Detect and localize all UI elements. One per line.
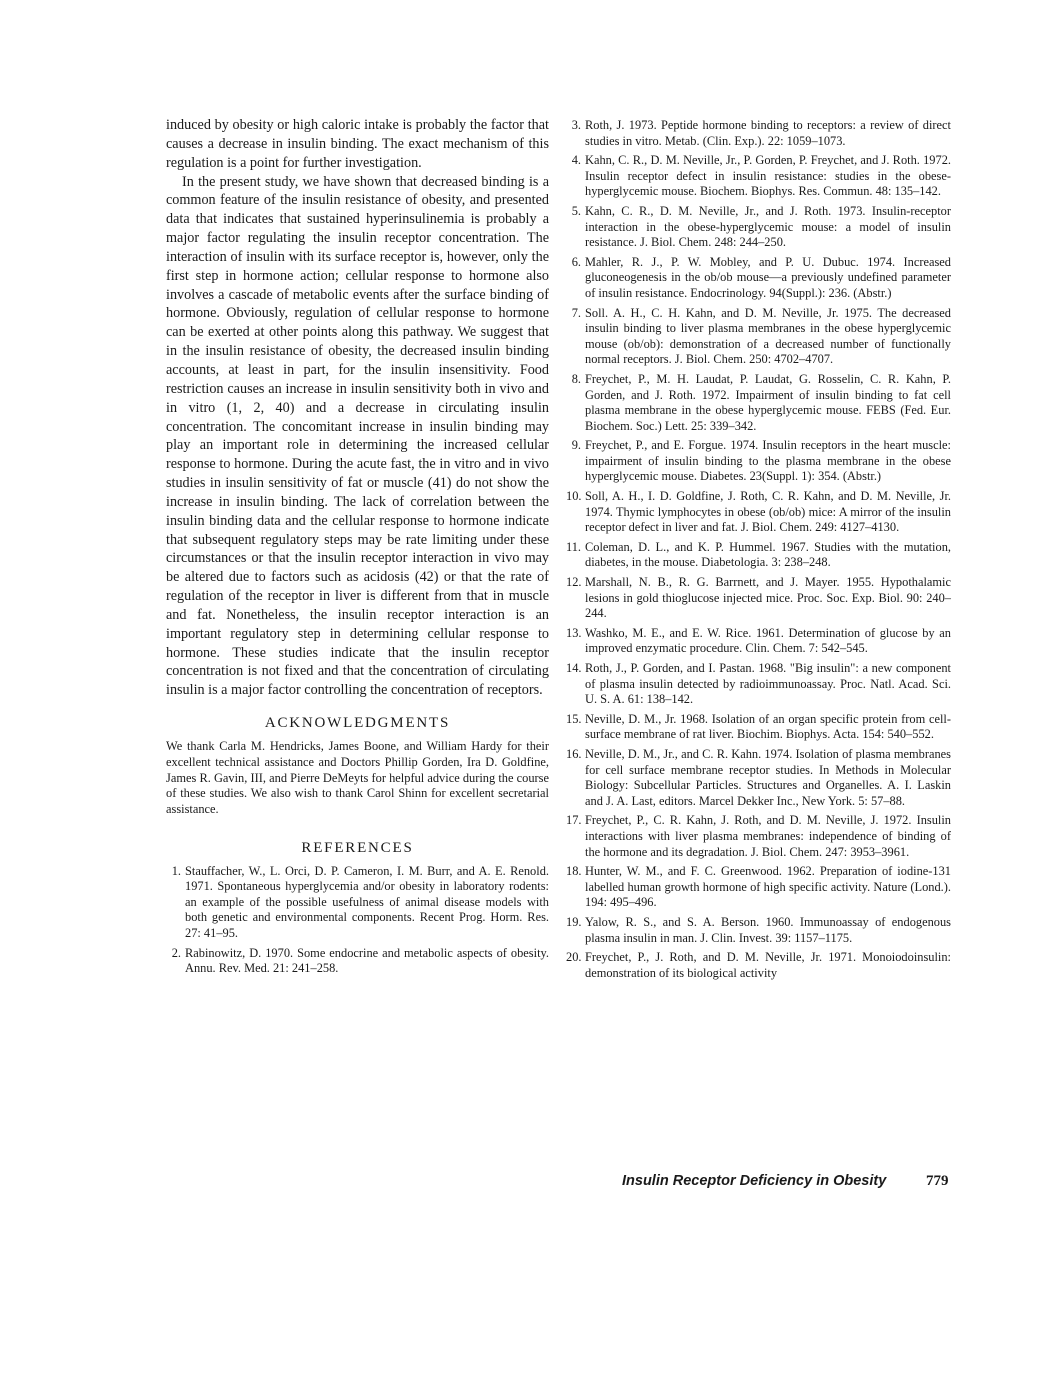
references-heading: REFERENCES	[301, 839, 414, 856]
left-column	[166, 116, 549, 981]
reference-text: Freychet, P., C. R. Kahn, J. Roth, and D. M. Neville, J. 1972. Insulin interactions with liver plasma membranes: independence of binding of the hormone and its degradation. J. Biol. Chem. 247: 3953–3961.	[585, 813, 951, 859]
reference-number: 15.	[566, 711, 582, 726]
reference-number: 2.	[171, 945, 181, 960]
running-title: Insulin Receptor Deficiency in Obesity	[622, 1173, 887, 1189]
reference-number: 1.	[171, 863, 181, 878]
reference-item	[566, 712, 951, 743]
right-column	[566, 118, 951, 985]
reference-number: 7.	[571, 305, 581, 320]
reference-text: Washko, M. E., and E. W. Rice. 1961. Determination of glucose by an improved enzymatic procedure. Clin. Chem. 7: 542–545.	[585, 625, 951, 656]
reference-number: 3.	[571, 118, 581, 132]
discussion-text	[166, 116, 549, 700]
reference-number: 18.	[566, 864, 582, 879]
reference-item	[566, 915, 951, 946]
reference-item	[566, 661, 951, 708]
reference-number: 6.	[571, 254, 581, 269]
reference-text: Rabinowitz, D. 1970. Some endocrine and metabolic aspects of obesity. Annu. Rev. Med. 21: 241–258.	[185, 945, 549, 976]
reference-text: Marshall, N. B., R. G. Barrnett, and J. Mayer. 1955. Hypothalamic lesions in gold thioglucose injected mice. Proc. Soc. Exp. Biol. 90: 240–244.	[585, 575, 951, 621]
reference-item	[566, 813, 951, 860]
reference-item	[566, 626, 951, 657]
reference-number: 16.	[566, 746, 582, 761]
reference-item	[566, 540, 951, 571]
references-list-left	[166, 864, 549, 977]
reference-text: Neville, D. M., Jr. 1968. Isolation of an organ specific protein from cell-surface membrane of rat liver. Biochim. Biophys. Acta. 154: 540–552.	[585, 711, 951, 742]
reference-text: Soll, A. H., I. D. Goldfine, J. Roth, C. R. Kahn, and D. M. Neville, Jr. 1974. Thymic lymphocytes in obese (ob/ob) mice: A mirror of the insulin receptor defect in liver and fat. J. Biol. Chem. 249: 4127–4130.	[585, 489, 951, 535]
reference-number: 19.	[566, 914, 582, 929]
references-list-right	[566, 118, 951, 981]
reference-text: Kahn, C. R., D. M. Neville, Jr., P. Gorden, P. Freychet, and J. Roth. 1972. Insulin receptor defect in insulin resistance: studies in the obese-hyperglycemic mouse. Biochem. Biophys. Res. Commun. 48: 135–142.	[585, 153, 951, 199]
reference-item	[566, 747, 951, 809]
reference-text: Coleman, D. L., and K. P. Hummel. 1967. Studies with the mutation, diabetes, in the mouse. Diabetologia. 3: 238–248.	[585, 539, 951, 570]
reference-text: Roth, J., P. Gorden, and I. Pastan. 1968. "Big insulin": a new component of plasma insulin detected by radioimmunoassay. Proc. Natl. Acad. Sci. U. S. A. 61: 138–142.	[585, 661, 951, 707]
page-number: 779	[926, 1173, 949, 1189]
reference-text: Freychet, P., J. Roth, and D. M. Neville, Jr. 1971. Monoiodoinsulin: demonstration of its biological activity	[585, 950, 951, 980]
reference-number: 13.	[566, 625, 582, 640]
reference-text: Neville, D. M., Jr., and C. R. Kahn. 1974. Isolation of plasma membranes for cell surface membrane receptor studies. In Methods in Molecular Biology: Subcellular Particles. Structures and Organelles. A. I. Laskin and J. A. Last, editors. Marcel Dekker Inc., New York. 5: 57–88.	[585, 746, 951, 808]
reference-item	[566, 950, 951, 981]
reference-text: Kahn, C. R., D. M. Neville, Jr., and J. Roth. 1973. Insulin-receptor interaction in the obese-hyperglycemic mouse: a model of insulin resistance. J. Biol. Chem. 248: 244–250.	[585, 203, 951, 250]
paragraph-main: In the present study, we have shown that decreased binding is a common feature of the insulin resistance of obesity, and presented data that indicates that sustained hyperinsulinemia is probably a major factor regulating the insulin receptor concentration. The interaction of insulin with its surface receptor is, however, only the first step in hormone action; cellular response to hormone also involves a cascade of metabolic events after the surface binding of hormone. Obviously, regulation of cellular response to hormone can be exerted at other points along this pathway. We suggest that in the insulin resistance of obesity, the decreased insulin binding accounts, at least in part, for the insulin insensitivity. Food restriction causes an increase in insulin sensitivity both in vivo and in vitro (1, 2, 40) and a decrease in circulating insulin concentration. The concomitant increase in insulin binding may play an important role in determining the increased cellular response to hormone. During the acute fast, the in vitro and in vivo studies in insulin sensitivity of fat or muscle (41) do not show the increase in insulin binding. The lack of correlation between the insulin binding data and the cellular response to hormone indicate that subsequent regulatory steps may be rate limiting under these circumstances or that the insulin receptor interaction in vivo may be altered due to factors such as acidosis (42) or that the rate of regulation of the receptor in liver is different from that in muscle and fat. Nonetheless, the insulin receptor interaction is an important regulatory step in determining cellular response to hormone. These studies indicate that the insulin receptor concentration is not fixed and that the concentration of circulating insulin is a major factor controlling the concentration of receptors.	[166, 173, 549, 699]
reference-item	[566, 153, 951, 200]
reference-number: 4.	[571, 153, 581, 168]
reference-number: 20.	[566, 950, 582, 965]
reference-item	[566, 489, 951, 536]
reference-number: 12.	[566, 575, 582, 590]
paragraph-continuation: induced by obesity or high caloric intake is probably the factor that causes a decrease in insulin binding. The exact mechanism of this regulation is a point for further investigation.	[166, 117, 549, 171]
reference-item	[566, 575, 951, 622]
reference-item	[566, 372, 951, 434]
reference-item	[566, 255, 951, 302]
reference-item	[566, 864, 951, 911]
reference-item	[566, 306, 951, 368]
acknowledgments-text: We thank Carla M. Hendricks, James Boone, and William Hardy for their excellent technical assistance and Doctors Phillip Gorden, Ira D. Goldfine, James R. Gavin, III, and Pierre DeMeyts for helpful advice during the course of these studies. We also wish to thank Carol Shinn for excellent secretarial assistance.	[166, 739, 549, 816]
reference-number: 17.	[566, 813, 582, 828]
reference-number: 10.	[566, 489, 582, 504]
reference-number: 11.	[566, 539, 582, 554]
reference-text: Yalow, R. S., and S. A. Berson. 1960. Immunoassay of endogenous plasma insulin in man. J. Clin. Invest. 39: 1157–1175.	[585, 914, 951, 945]
reference-text: Mahler, R. J., P. W. Mobley, and P. U. Dubuc. 1974. Increased gluconeogenesis in the ob/ob mouse—a previously undefined parameter of insulin resistance. Endocrinology. 94(Suppl.): 236. (Abstr.)	[585, 254, 951, 300]
reference-text: Hunter, W. M., and F. C. Greenwood. 1962. Preparation of iodine-131 labelled human growth hormone of high specific activity. Nature (Lond.). 194: 495–496.	[585, 864, 951, 910]
reference-number: 14.	[566, 661, 582, 675]
reference-item	[166, 946, 549, 977]
reference-text: Stauffacher, W., L. Orci, D. P. Cameron, I. M. Burr, and A. E. Renold. 1971. Spontaneous hyperglycemia and/or obesity in laboratory rodents: an example of the possible usefulness of animal disease models with both genetic and environmental components. Recent Prog. Horm. Res. 27: 41–95.	[185, 863, 549, 941]
reference-item	[566, 204, 951, 251]
reference-text: Freychet, P., M. H. Laudat, P. Laudat, G. Rosselin, C. R. Kahn, P. Gorden, and J. Roth. 1972. Impairment of insulin binding to fat cell plasma membrane in the obese hyperglycemic mouse. FEBS (Fed. Eur. Biochem. Soc.) Lett. 25: 339–342.	[585, 371, 951, 433]
reference-number: 5.	[571, 203, 581, 218]
reference-item	[566, 438, 951, 485]
reference-item	[566, 118, 951, 149]
acknowledgments-heading: ACKNOWLEDGMENTS	[264, 715, 451, 732]
reference-text: Freychet, P., and E. Forgue. 1974. Insulin receptors in the heart muscle: impairment of insulin binding to the plasma membrane in the obese hyperglycemic mouse. Diabetes. 23(Suppl. 1): 354. (Abstr.)	[585, 438, 951, 484]
reference-item	[166, 864, 549, 942]
reference-number: 8.	[571, 371, 581, 386]
reference-number: 9.	[571, 438, 581, 453]
reference-text: Soll. A. H., C. H. Kahn, and D. M. Neville, Jr. 1975. The decreased insulin binding to liver plasma membranes in the obese hyperglycemic mouse (ob/ob): demonstration of a decreased number of functionally normal receptors. J. Biol. Chem. 250: 4702–4707.	[585, 305, 951, 367]
reference-text: Roth, J. 1973. Peptide hormone binding to receptors: a review of direct studies in vitro. Metab. (Clin. Exp.). 22: 1059–1073.	[585, 118, 951, 148]
